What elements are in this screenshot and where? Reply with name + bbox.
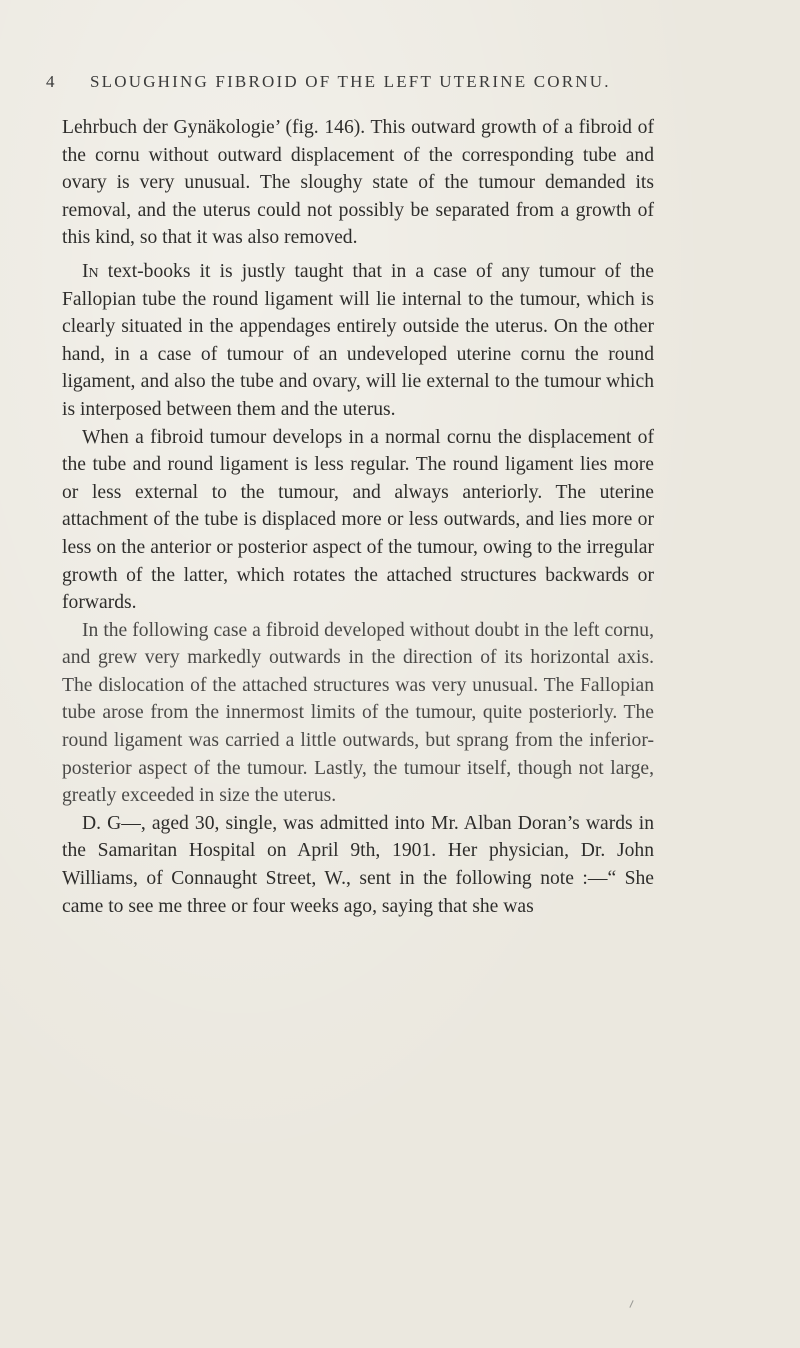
paragraph-fibroid-develops: [62, 424, 654, 617]
paragraph-text: D. G—, aged 30, single, was admitted into Mr. Alban Doran’s wards in the Samaritan Hospital on April 9th, 1901. Her physician, Dr. John Williams, of Connaught Street, W., sent in the following note :—“ She came to see me three or four weeks ago, saying that she was: [62, 812, 654, 917]
stray-print-mark: [629, 1300, 633, 1308]
paragraph-lead-word: In: [82, 260, 99, 282]
paragraph-continuation: [62, 114, 654, 252]
paragraph-text: Lehrbuch der Gynäkologie’ (fig. 146). This outward growth of a fibroid of the cornu without outward displacement of the corresponding tube and ovary is very unusual. The sloughy state of the tumour demanded its removal, and the uterus could not possibly be separated from a growth of this kind, so that it was also removed.: [62, 117, 654, 249]
paragraph-text: In the following case a fibroid developed without doubt in the left cornu, and grew very markedly outwards in the direction of its horizontal axis. The dislocation of the attached structures was very unusual. The Fallopian tube arose from the innermost limits of the tumour, quite posteriorly. The round ligament was carried a little outwards, but sprang from the inferior-posterior aspect of the tumour. Lastly, the tumour itself, though not large, greatly exceeded in size the uterus.: [62, 619, 654, 807]
body-text: [62, 114, 654, 920]
paragraph-text: When a fibroid tumour develops in a normal cornu the displacement of the tube and round ligament is less regular. The round ligament lies more or less external to the tumour, and always anteriorly. The uterine attachment of the tube is displaced more or less outwards, and lies more or less on the anterior or posterior aspect of the tumour, owing to the irregular growth of the latter, which rotates the attached structures backwards or forwards.: [62, 426, 654, 614]
paragraph-text-books: [62, 258, 654, 424]
running-title: SLOUGHING FIBROID OF THE LEFT UTERINE CORNU.: [90, 72, 611, 91]
paragraph-following-case: [62, 617, 654, 810]
paragraph-case-history: [62, 810, 654, 920]
paragraph-text: text-books it is justly taught that in a case of any tumour of the Fallopian tube the round ligament will lie internal to the tumour, which is clearly situated in the appendages entirely outside the uterus. On the other hand, in a case of tumour of an undeveloped uterine cornu the round ligament, and also the tube and ovary, will lie external to the tumour which is interposed between them and the uterus.: [62, 260, 654, 420]
running-header: [46, 72, 686, 92]
page-number: 4: [46, 72, 57, 91]
